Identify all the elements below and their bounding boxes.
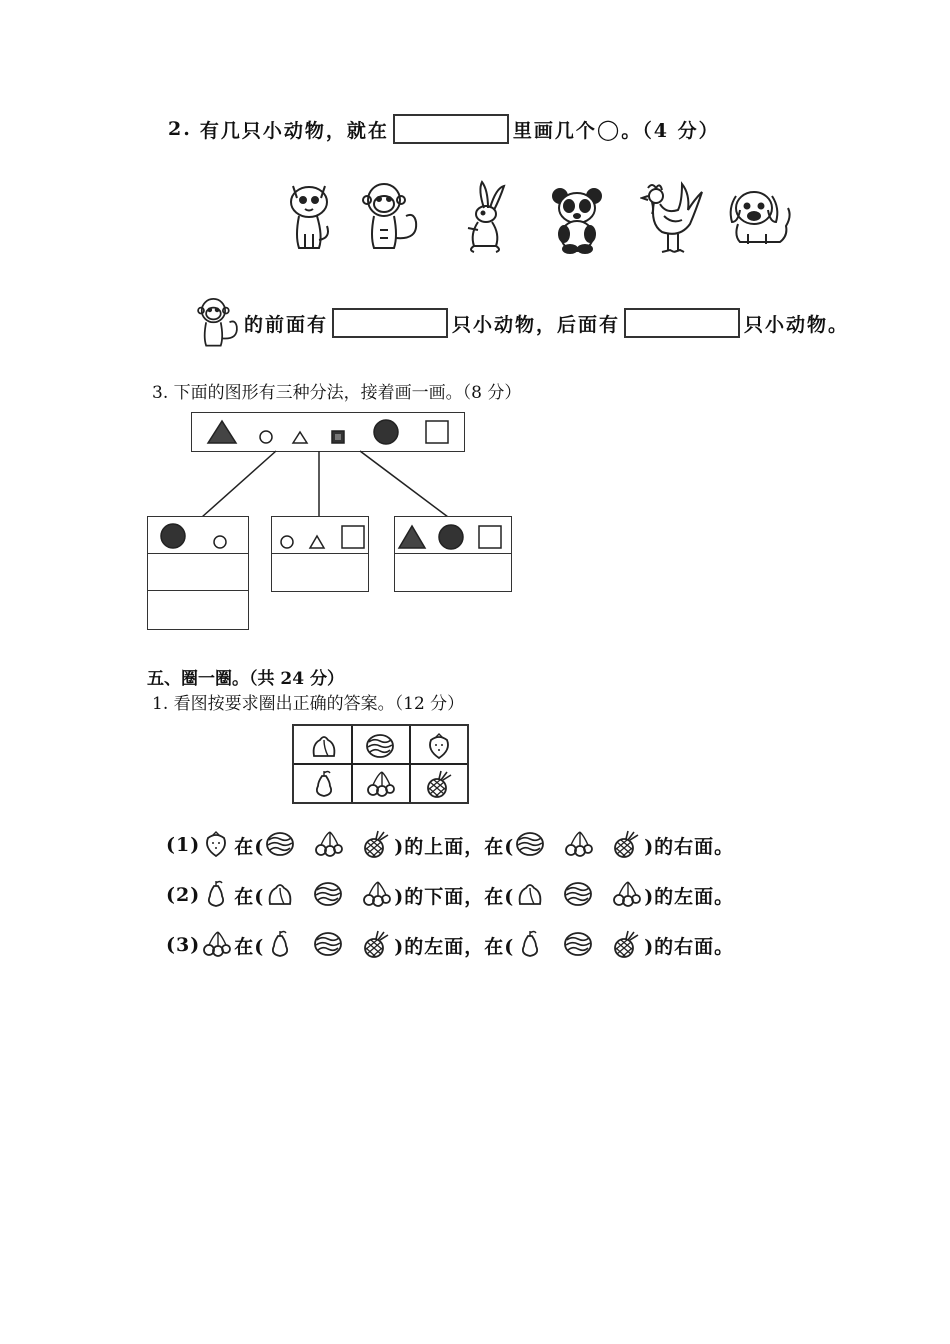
answer-row[interactable] xyxy=(395,554,511,589)
q2-text-end: 。（4 分） xyxy=(621,119,720,142)
cherry-icon[interactable] xyxy=(362,880,392,910)
fruit-question-2: (2) 在( )的下面，在( )的左面。 xyxy=(166,880,734,910)
peach-icon[interactable] xyxy=(266,880,296,910)
watermelon-icon[interactable] xyxy=(564,880,594,910)
pineapple-icon xyxy=(428,771,451,797)
q3-prompt: 3. 下面的图形有三种分法，接着画一画。（8 分） xyxy=(152,383,522,403)
pear-icon[interactable] xyxy=(516,930,546,960)
group-box-shape xyxy=(271,516,369,592)
pineapple-icon[interactable] xyxy=(612,830,642,860)
branch-lines xyxy=(0,0,950,530)
fruit-question-1: (1) 在( )的上面，在( )的右面。 xyxy=(166,830,734,860)
watermelon-icon[interactable] xyxy=(516,830,546,860)
cherry-icon xyxy=(202,930,232,960)
item-label: (1) xyxy=(166,834,201,856)
pineapple-icon[interactable] xyxy=(362,930,392,960)
dark-circle xyxy=(439,525,463,549)
pear-icon xyxy=(202,880,232,910)
cherry-icon[interactable] xyxy=(314,830,344,860)
answer-row[interactable] xyxy=(272,554,368,589)
item-label: (2) xyxy=(166,884,201,906)
watermelon-icon[interactable] xyxy=(266,830,296,860)
cherry-icon[interactable] xyxy=(564,830,594,860)
s5-q1-prompt: 1. 看图按要求圈出正确的答案。（12 分） xyxy=(152,694,465,714)
large-square xyxy=(342,526,364,548)
cherry-icon[interactable] xyxy=(612,880,642,910)
cherry-icon xyxy=(368,772,394,796)
small-circle xyxy=(281,536,293,548)
strawberry-icon xyxy=(430,734,448,758)
group-box-size xyxy=(394,516,512,592)
pineapple-icon[interactable] xyxy=(612,930,642,960)
q2-text-before: 有几只小动物，就在 xyxy=(199,119,389,142)
item-label: (3) xyxy=(166,934,201,956)
watermelon-icon[interactable] xyxy=(314,930,344,960)
pear-icon[interactable] xyxy=(266,930,296,960)
group-box-color xyxy=(147,516,249,630)
strawberry-icon xyxy=(202,830,232,860)
q2-number: 2. xyxy=(168,118,192,140)
large-square xyxy=(479,526,501,548)
answer-row[interactable] xyxy=(148,591,248,627)
section-5-title: 五、圈一圈。（共 24 分） xyxy=(147,669,344,689)
q2-line2-middle: 只小动物，后面有 xyxy=(452,313,621,336)
dark-triangle xyxy=(399,526,425,548)
fruit-question-3: (3) 在( )的左面，在( )的右面。 xyxy=(166,930,734,960)
pear-icon xyxy=(317,771,331,796)
watermelon-icon[interactable] xyxy=(564,930,594,960)
answer-row[interactable] xyxy=(148,554,248,590)
pineapple-icon[interactable] xyxy=(362,830,392,860)
q2-text-after: 里画几个 xyxy=(512,119,597,142)
q2-line2-end: 只小动物。 xyxy=(744,313,850,336)
q2-line2-before: 的前面有 xyxy=(244,313,329,336)
peach-icon xyxy=(314,737,335,756)
small-circle xyxy=(214,536,226,548)
small-triangle xyxy=(310,536,324,548)
dark-circle xyxy=(161,524,185,548)
watermelon-icon xyxy=(367,735,393,757)
fruit-grid xyxy=(292,724,469,804)
watermelon-icon[interactable] xyxy=(314,880,344,910)
peach-icon[interactable] xyxy=(516,880,546,910)
circle-icon: ◯ xyxy=(596,117,622,141)
